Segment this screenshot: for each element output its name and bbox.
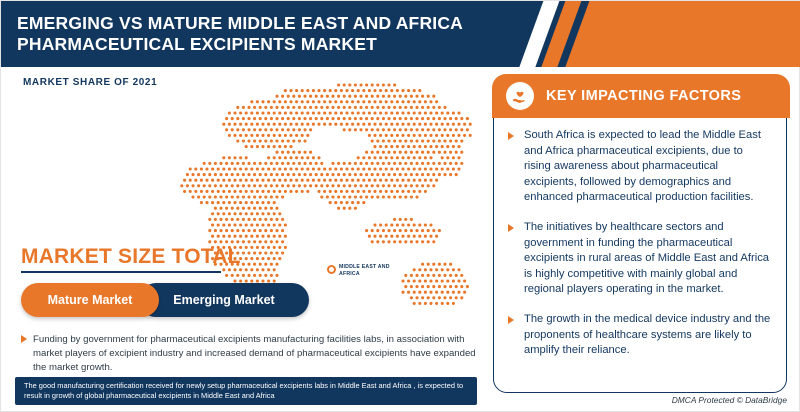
hand-care-icon-svg: [511, 87, 529, 105]
list-item-text: South Africa is expected to lead the Middle East and Africa pharmaceutical excipients, due to rising awareness about pharmaceutical excipients, followed by demographics and enhanced pharmaceutical production facilities.: [524, 129, 761, 204]
pill-emerging-market[interactable]: Emerging Market: [139, 283, 309, 317]
header-banner: [1, 1, 800, 67]
map-pin-label: MIDDLE EAST AND AFRICA: [339, 264, 390, 277]
market-pill-group: [21, 283, 311, 323]
market-size-total-title: MARKET SIZE TOTAL: [21, 245, 241, 268]
bullet-arrow-icon: [508, 316, 514, 324]
footer-band: [15, 377, 477, 405]
bullet-arrow-icon: [508, 224, 514, 232]
list-item-text: The initiatives by healthcare sectors and government in funding the pharmaceutical excipients in rural areas of Middle East and Africa is highly competitive with mainly global and regional players operating in the market.: [524, 220, 770, 296]
market-growth-note: [21, 333, 476, 375]
card-body: [494, 128, 788, 373]
list-item-text: The growth in the medical device industry and the proponents of healthcare systems are likely to amplify their reliance.: [524, 312, 771, 357]
footer-band-text: The good manufacturing certification received for newly setup pharmaceutical excipients labs in Middle East and Africa , is expected to result in growth of global pharmaceutical excipients in Middle East and Africa: [24, 381, 464, 400]
list-item: [508, 128, 772, 206]
list-item: [508, 220, 772, 298]
dmca-notice: DMCA Protected © DataBridge: [671, 395, 787, 405]
key-impacting-factors-card: [493, 75, 787, 393]
bullet-arrow-icon: [508, 132, 514, 140]
pill-mature-market[interactable]: Mature Market: [21, 283, 159, 317]
card-header: [492, 74, 790, 118]
header-orange-block: [560, 1, 800, 67]
list-item: [508, 312, 772, 359]
map-pin-icon[interactable]: [327, 265, 336, 274]
card-title: KEY IMPACTING FACTORS: [546, 88, 742, 104]
market-growth-note-text: Funding by government for pharmaceutical excipients manufacturing facilities labs, in association with market players of excipient industry and increased demand of pharmaceutical excipients have expanded the market growth.: [33, 334, 476, 373]
market-share-label: MARKET SHARE OF 2021: [23, 77, 158, 88]
market-size-underline: [21, 271, 221, 273]
hand-care-icon: [506, 82, 534, 110]
page-title: EMERGING VS MATURE MIDDLE EAST AND AFRICA PHARMACEUTICAL EXCIPIENTS MARKET: [17, 13, 463, 54]
